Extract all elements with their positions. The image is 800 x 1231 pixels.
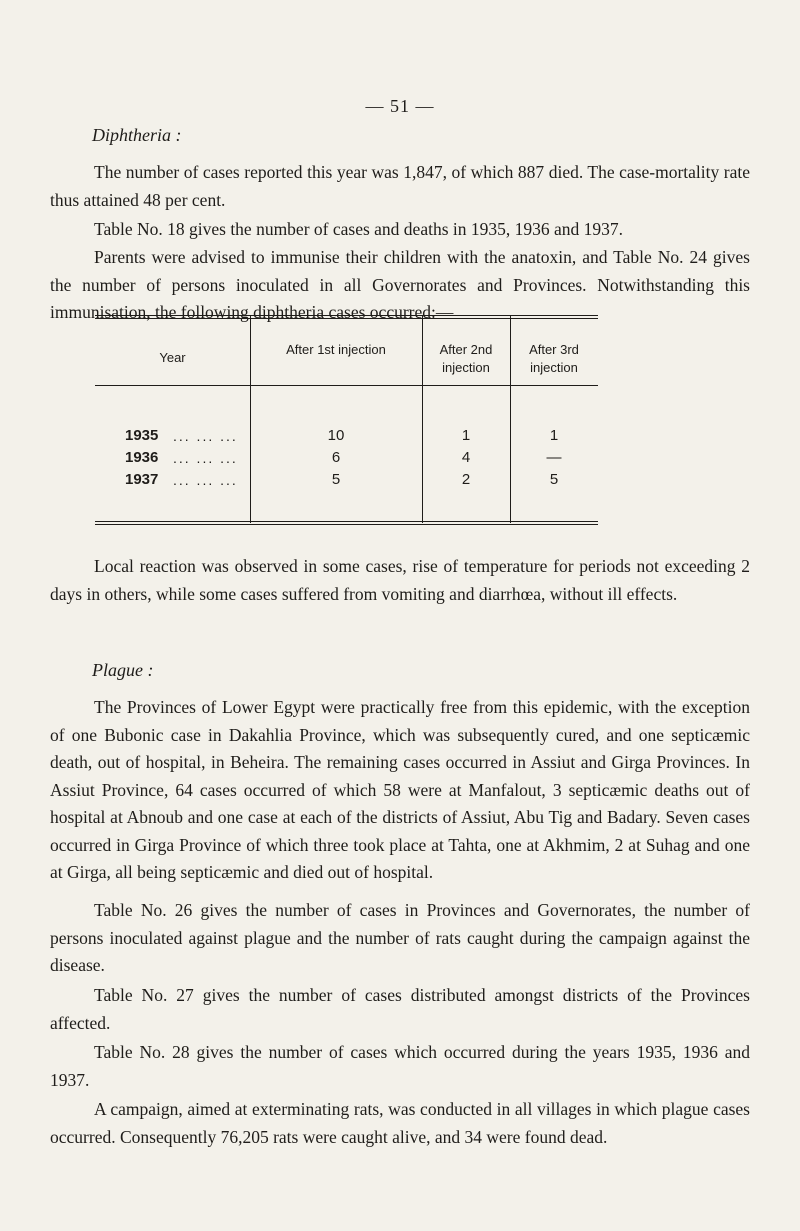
cell-after-3rd: —: [546, 449, 562, 466]
plague-paragraph-4: Table No. 28 gives the number of cases which occurred during the years 1935, 1936 and 1937.: [50, 1042, 750, 1090]
cell-after-1st: 10: [327, 427, 345, 444]
table-bottom-rule: [95, 521, 598, 522]
cell-after-1st: 6: [331, 449, 341, 466]
cell-after-1st: 5: [331, 471, 341, 488]
diphtheria-paragraph-3: Parents were advised to immunise their children with the anatoxin, and Table No. 24 gives the number of persons inoculated in all Governorates and Provinces. Notwithstanding this immunisation, the following diphtheria cases occurred:—: [50, 247, 750, 322]
plague-paragraph-2: Table No. 26 gives the number of cases in Provinces and Governorates, the number of persons inoculated against plague and the number of rats caught during the campaign against the disease.: [50, 900, 750, 975]
table-top-rule: [95, 315, 598, 316]
row-year: 1935: [125, 427, 159, 444]
plague-heading: Plague :: [92, 660, 154, 680]
row-year: 1936: [125, 449, 159, 466]
header-after-2nd: After 2nd injection: [439, 342, 493, 375]
plague-paragraph-3: Table No. 27 gives the number of cases distributed amongst districts of the Provinces affected.: [50, 985, 750, 1033]
header-after-1st: After 1st injection: [286, 342, 386, 357]
diphtheria-cases-table: [95, 315, 598, 525]
header-year: Year: [159, 350, 186, 365]
row-leader-dots: ... ... ...: [173, 450, 238, 466]
cell-after-3rd: 1: [549, 427, 559, 444]
cell-after-3rd: 5: [549, 471, 559, 488]
cell-after-2nd: 1: [461, 427, 471, 444]
row-leader-dots: ... ... ...: [173, 428, 238, 444]
cell-after-2nd: 2: [461, 471, 471, 488]
diphtheria-paragraph-1: The number of cases reported this year was 1,847, of which 887 died. The case-mortality rate thus attained 48 per cent.: [50, 162, 750, 210]
cell-after-2nd: 4: [461, 449, 471, 466]
plague-paragraph-1: The Provinces of Lower Egypt were practically free from this epidemic, with the exception of one Bubonic case in Dakahlia Province, which was subsequently cured, and one septicæmic death, out of hospital, in Beheira. The remaining cases occurred in Assiut and Girga Provinces. In Assiut Province, 64 cases occurred of which 58 were at Manfalout, 3 septicæmic deaths out of hospital at Abnoub and one case at each of the districts of Assiut, Abu Tig and Badary. Seven cases occurred in Girga Province of which three took place at Tahta, one at Akhmim, 2 at Suhag and one at Girga, all being septicæmic and died out of hospital.: [50, 697, 750, 882]
diphtheria-paragraph-2: Table No. 18 gives the number of cases and deaths in 1935, 1936 and 1937.: [94, 219, 624, 239]
plague-paragraph-5: A campaign, aimed at exterminating rats, was conducted in all villages in which plague cases occurred. Consequently 76,205 rats were caught alive, and 34 were found dead.: [50, 1099, 750, 1147]
table-header-rule: [95, 385, 598, 386]
header-after-3rd: After 3rd injection: [529, 342, 579, 375]
table-top-rule-inner: [95, 318, 598, 319]
row-year: 1937: [125, 471, 159, 488]
diphtheria-local-reaction-paragraph: Local reaction was observed in some cases, rise of temperature for periods not exceeding 2 days in others, while some cases suffered from vomiting and diarrhœa, without ill effects.: [50, 556, 750, 604]
page-number: — 51 —: [365, 96, 435, 116]
table-bottom-rule-inner: [95, 524, 598, 525]
row-leader-dots: ... ... ...: [173, 472, 238, 488]
diphtheria-heading: Diphtheria :: [92, 125, 182, 145]
